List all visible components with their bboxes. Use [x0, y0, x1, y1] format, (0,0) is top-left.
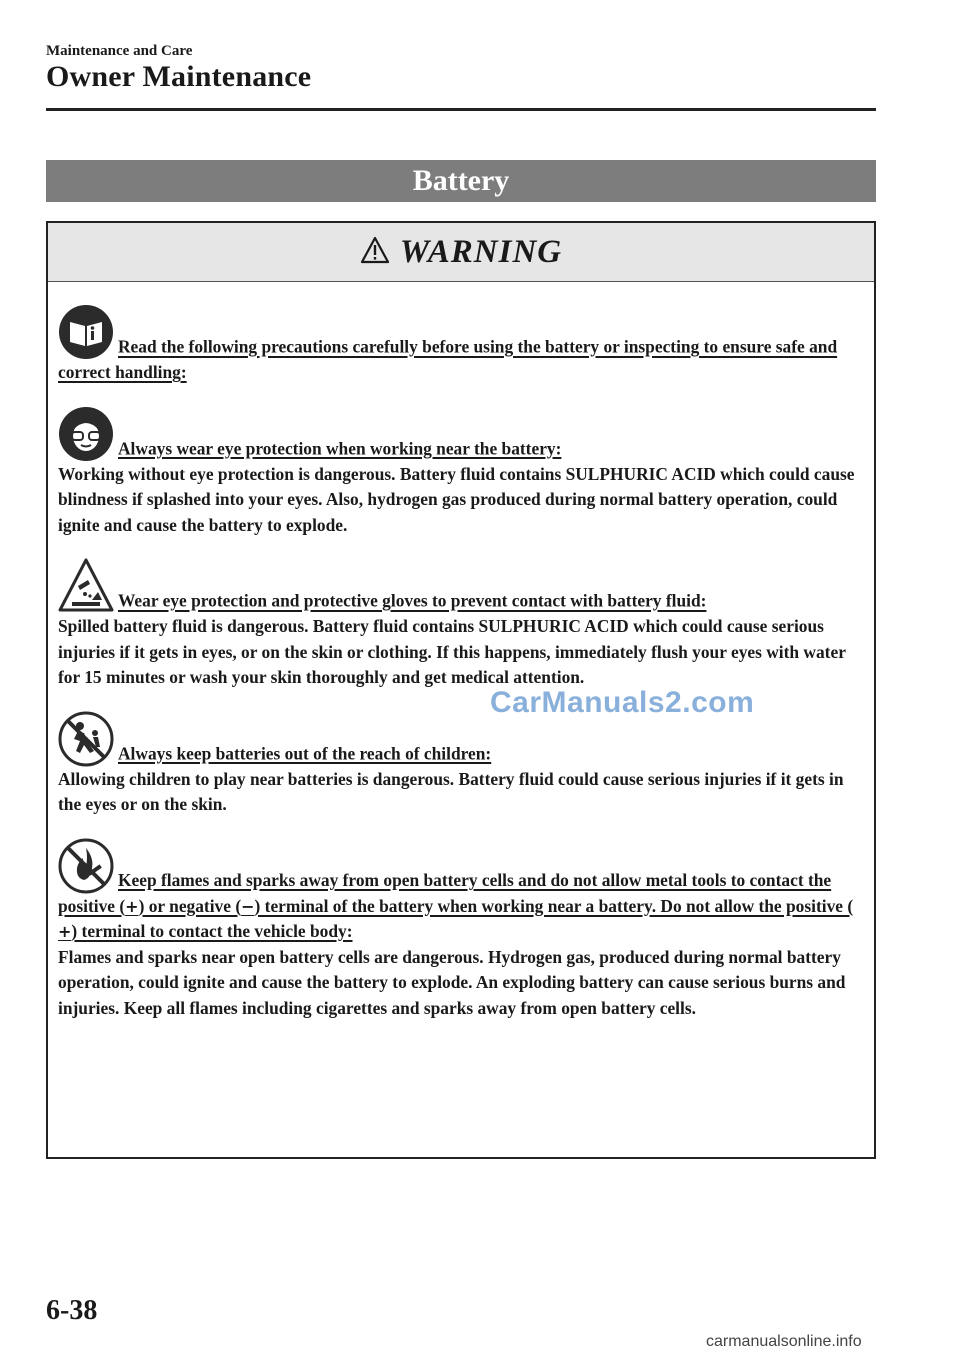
warning-item-heading: Always keep batteries out of the reach of children:: [118, 743, 492, 763]
warning-header: [48, 223, 874, 282]
warning-item-children: [58, 711, 864, 818]
no-flames-icon: [58, 838, 114, 894]
warning-item-heading: Always wear eye protection when working near the battery:: [118, 438, 562, 458]
heading-text: ) terminal of the battery when working near a battery. Do not allow the positive (: [254, 895, 854, 916]
section-label: Maintenance and Care: [46, 43, 193, 59]
corrosive-fluid-icon: [58, 558, 114, 614]
warning-item-flames-sparks: [58, 838, 864, 1022]
warning-body: [48, 304, 874, 1021]
page-number: 6-38: [46, 1295, 98, 1326]
heading-text: ) terminal to contact the vehicle body:: [71, 921, 353, 941]
warning-title: WARNING: [399, 233, 563, 270]
negative-terminal-symbol: −: [241, 896, 255, 916]
positive-terminal-symbol: +: [125, 896, 139, 916]
warning-item-read-precautions: [58, 304, 864, 386]
warning-item-heading: [58, 870, 853, 941]
page-title: Owner Maintenance: [46, 60, 312, 93]
title-rule: [46, 108, 876, 111]
positive-terminal-symbol: +: [58, 922, 72, 941]
warning-item-body: Allowing children to play near batteries is dangerous. Battery fluid could cause serious injuries if it gets in the eyes or on the skin.: [58, 768, 844, 814]
manual-read-icon: [58, 304, 114, 360]
warning-item-battery-fluid: [58, 558, 864, 691]
warning-item-heading: Read the following precautions carefully before using the battery or inspecting to ensure safe and correct handling:: [58, 336, 838, 382]
warning-item-body: Working without eye protection is dangerous. Battery fluid contains SULPHURIC ACID which could cause blindness if splashed into your eyes. Also, hydrogen gas produced during normal battery operation, could ignite and cause the battery to explode.: [58, 463, 855, 535]
topic-banner: Battery: [46, 160, 876, 202]
heading-text: ) or negative (: [138, 895, 242, 916]
warning-item-heading: Wear eye protection and protective gloves to prevent contact with battery fluid:: [118, 590, 707, 611]
warning-item-eye-protection: [58, 406, 864, 539]
warning-item-body: Spilled battery fluid is dangerous. Battery fluid contains SULPHURIC ACID which could cause serious injuries if it gets in eyes, or on the skin or clothing. If this happens, immediately flush your eyes with water for 15 minutes or wash your skin thoroughly and get medical attention.: [58, 616, 846, 687]
watermark: CarManuals2.com: [490, 686, 755, 719]
footer-site: carmanualsonline.info: [706, 1333, 862, 1350]
warning-item-body: Flames and sparks near open battery cells are dangerous. Hydrogen gas, produced during normal battery operation, could ignite and cause the battery to explode. An exploding battery can cause serious burns and injuries. Keep all flames including cigarettes and sparks away from open battery cells.: [58, 946, 846, 1018]
eye-protection-icon: [58, 406, 114, 462]
heading-text: Keep flames and sparks away from open battery cells and do not allow metal tools to contact the positive (: [58, 870, 832, 916]
keep-away-children-icon: [58, 711, 114, 767]
warning-triangle-icon: [360, 236, 390, 269]
